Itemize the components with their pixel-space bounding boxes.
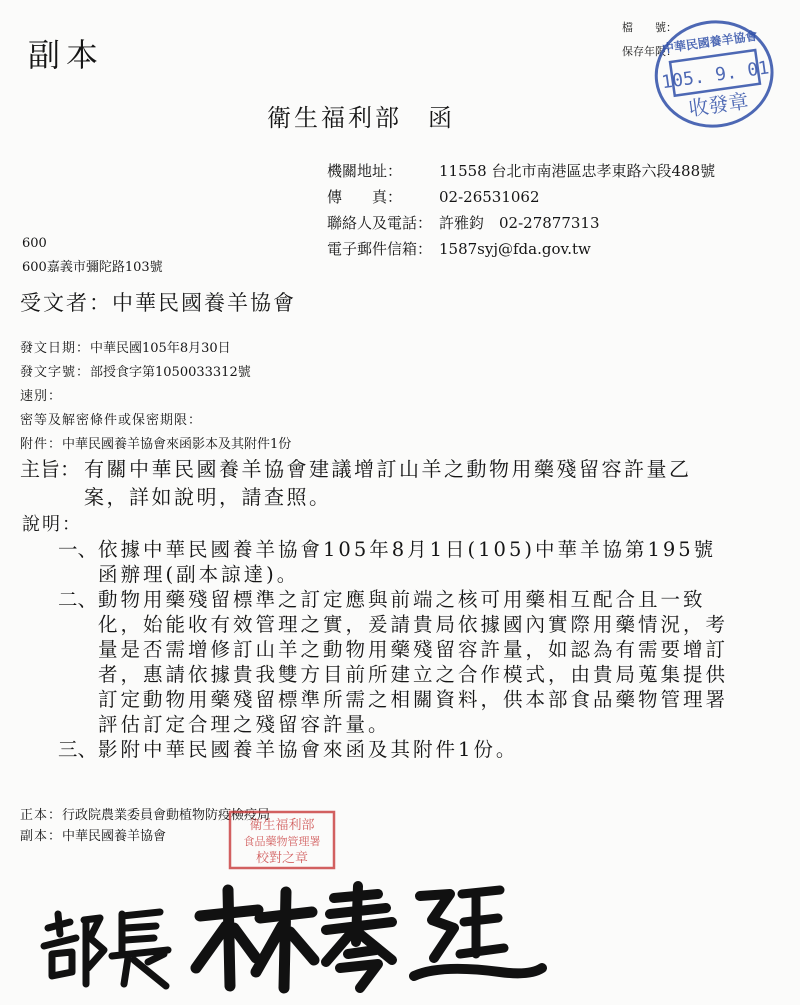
- meta-speed: 速別：: [20, 389, 63, 404]
- recipient-value: 中華民國養羊協會: [112, 291, 296, 315]
- subject: [20, 455, 692, 509]
- contact-fax: 傳 真： 02-26531062: [327, 188, 540, 206]
- minister-signature: [30, 876, 550, 996]
- postal-block: [22, 232, 163, 280]
- contact-address: 機關地址： 11558 台北市南港區忠孝東路六段488號: [327, 162, 716, 180]
- retention-label: 保存年限：: [622, 45, 677, 58]
- receipt-stamp-date: 105. 9. 01: [660, 57, 771, 94]
- explanation-item: 二、 動物用藥殘留標準之訂定應與前端之核可用藥相互配合且一致化，始能收有效管理之實，爰請貴局依據國內實際用藥情況，考量是否需增修訂山羊之動物用藥殘留容許量，如認為有需要增訂者，惠請依據貴我雙方目前所建立之合作模式，由貴局蒐集提供訂定動物用藥殘留標準所需之相關資料，供本部食品藥物管理署評估訂定合理之殘留容許量。: [58, 588, 729, 736]
- original-recipient: 正本：行政院農業委員會動植物防疫檢疫局: [20, 808, 271, 823]
- contact-block: [327, 158, 715, 262]
- postal-code: 600: [22, 236, 47, 251]
- recipient: [20, 287, 296, 317]
- receipt-stamp-action: 收發章: [687, 88, 750, 121]
- copy-mark: 副本: [28, 36, 105, 74]
- doc-type: 函: [428, 104, 455, 132]
- document-title: [267, 98, 455, 133]
- meta-attachment: 附件：中華民國養羊協會來函影本及其附件1份: [20, 437, 292, 452]
- verification-stamp-line2: 食品藥物管理署: [243, 835, 321, 848]
- verification-stamp: [228, 810, 336, 870]
- explanation-item: 三、 影附中華民國養羊協會來函及其附件1份。: [58, 738, 519, 761]
- subject-text: 有關中華民國養羊協會建議增訂山羊之動物用藥殘留容許量乙案，詳如說明，請查照。: [84, 457, 692, 509]
- contact-person: 聯絡人及電話： 許雅鈞 02-27877313: [327, 214, 600, 232]
- contact-email: 電子郵件信箱： 1587syj@fda.gov.tw: [327, 240, 591, 258]
- receipt-stamp-org: 中華民國養羊協會: [661, 28, 759, 56]
- explanation-heading: 說明：: [22, 514, 82, 535]
- archive-label: 檔 號：: [622, 21, 677, 34]
- meta-date: 發文日期：中華民國105年8月30日: [20, 341, 231, 356]
- receipt-stamp: [650, 14, 778, 132]
- meta-block: [20, 337, 291, 457]
- copy-recipient: 副本：中華民國養羊協會: [20, 829, 167, 844]
- explanation-item: 一、 依據中華民國養羊協會105年8月1日(105)中華羊協第195號函辦理(副本諒達)。: [58, 538, 717, 586]
- postal-address: 600嘉義市彌陀路103號: [22, 260, 163, 275]
- verification-stamp-line3: 校對之章: [255, 851, 309, 866]
- verification-stamp-line1: 衛生福利部: [249, 818, 315, 833]
- explanation-list: [58, 537, 728, 762]
- meta-secrecy: 密等及解密條件或保密期限：: [20, 413, 203, 428]
- subject-label: 主旨：: [20, 457, 80, 481]
- agency-name: 衛生福利部: [267, 104, 402, 132]
- recipient-label: 受文者：: [20, 291, 112, 315]
- meta-doc-number: 發文字號：部授食字第1050033312號: [20, 365, 251, 380]
